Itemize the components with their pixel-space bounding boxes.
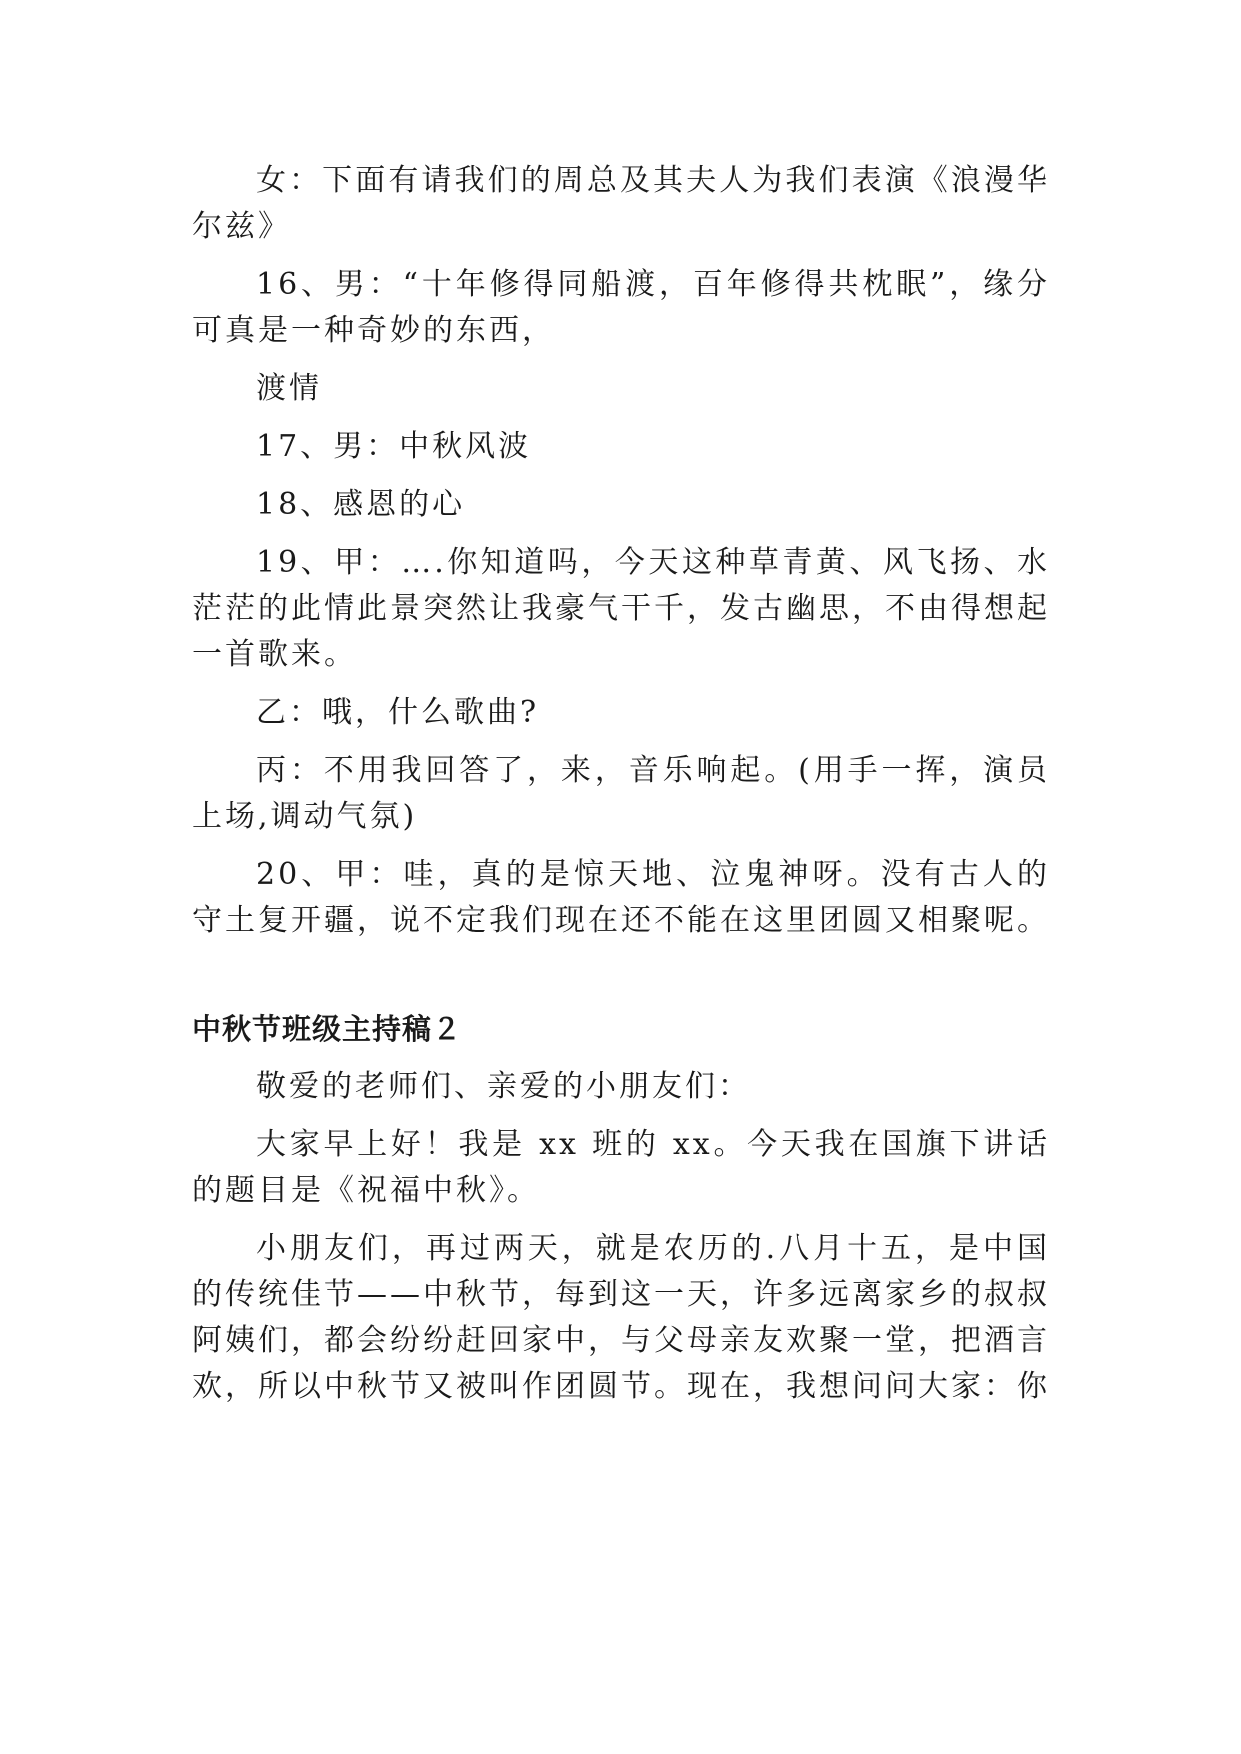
paragraph-greeting: 敬爱的老师们、亲爱的小朋友们： — [256, 1069, 751, 1104]
paragraph-18-grateful-heart: 18、感恩的心 — [256, 487, 466, 522]
paragraph-duqing: 渡情 — [256, 371, 322, 406]
paragraph-speech-title: 大家早上好！我是 xx 班的 xx。今天我在国旗下讲话的题目是《祝福中秋》。 — [192, 1127, 1050, 1208]
paragraph-mid-autumn-intro: 小朋友们，再过两天，就是农历的.八月十五，是中国的传统佳节——中秋节，每到这一天，许多远离家乡的叔叔阿姨们，都会纷纷赶回家中，与父母亲友欢聚一堂，把酒言欢，所以中秋节又被叫作团圆节。现在，我想问问大家：你 — [192, 1231, 1050, 1404]
paragraph-woman-invitation: 女：下面有请我们的周总及其夫人为我们表演《浪漫华尔兹》 — [192, 163, 1050, 244]
paragraph-bing-music: 丙：不用我回答了，来，音乐响起。(用手一挥，演员上场,调动气氛) — [192, 753, 1050, 834]
paragraph-yi-question: 乙：哦，什么歌曲? — [256, 695, 540, 730]
document-body — [192, 158, 1050, 1422]
paragraph-19-jia: 19、甲：….你知道吗，今天这种草青黄、风飞扬、水茫茫的此情此景突然让我豪气干千，发古幽思，不由得想起一首歌来。 — [192, 545, 1050, 672]
section-heading: 中秋节班级主持稿２ — [192, 1012, 463, 1046]
paragraph-20-jia: 20、甲：哇，真的是惊天地、泣鬼神呀。没有古人的守土复开疆，说不定我们现在还不能在这里团圆又相聚呢。 — [192, 857, 1050, 938]
paragraph-17-mid-autumn-storm: 17、男：中秋风波 — [256, 429, 532, 464]
paragraph-16-man-fate: 16、男：“十年修得同船渡，百年修得共枕眠”，缘分可真是一种奇妙的东西， — [192, 267, 1050, 348]
